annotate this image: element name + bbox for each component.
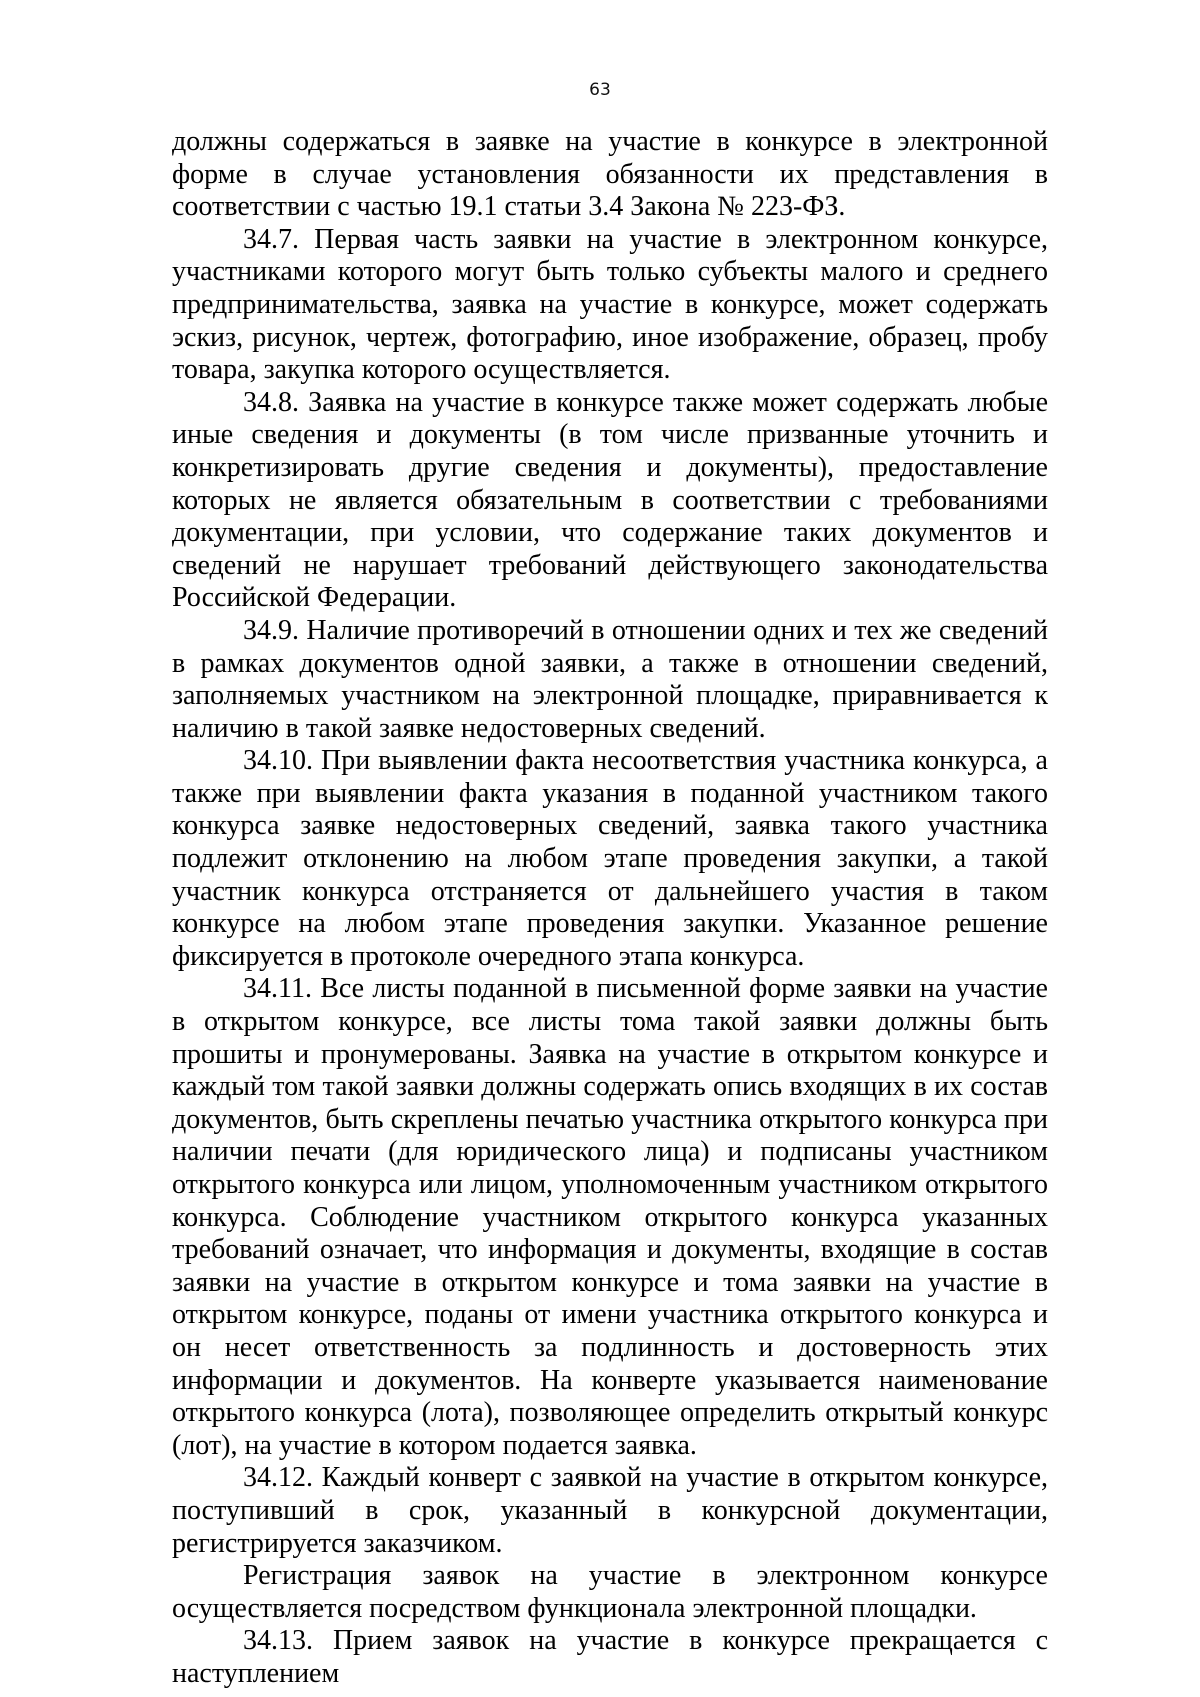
- paragraph-continuation: должны содержаться в заявке на участие в конкурсе в электронной форме в случае установления обязанности их представления в соответствии с частью 19.1 статьи 3.4 Закона № 223-ФЗ.: [172, 126, 1048, 223]
- paragraph-registration: Регистрация заявок на участие в электронном конкурсе осуществляется посредством функционала электронной площадки.: [172, 1560, 1048, 1624]
- paragraph-34-12: 34.12. Каждый конверт с заявкой на участие в открытом конкурсе, поступивший в срок, указанный в конкурсной документации, регистрируется заказчиком.: [172, 1462, 1048, 1559]
- paragraph-34-8: 34.8. Заявка на участие в конкурсе также может содержать любые иные сведения и документы (в том числе призванные уточнить и конкретизировать другие сведения и документы), предоставление которых не является обязательным в соответствии с требованиями документации, при условии, что содержание таких документов и сведений не нарушает требований действующего законодательства Российской Федерации.: [172, 386, 1048, 614]
- paragraph-34-9: 34.9. Наличие противоречий в отношении одних и тех же сведений в рамках документов одной заявки, а также в отношении сведений, заполняемых участником на электронной площадке, приравнивается к наличию в такой заявке недостоверных сведений.: [172, 614, 1048, 744]
- page-body: [172, 126, 1048, 1691]
- page-number: 63: [589, 80, 611, 100]
- paragraph-34-7: 34.7. Первая часть заявки на участие в электронном конкурсе, участниками которого могут быть только субъекты малого и среднего предпринимательства, заявка на участие в конкурсе, может содержать эскиз, рисунок, чертеж, фотографию, иное изображение, образец, пробу товара, закупка которого осуществляется.: [172, 223, 1048, 386]
- paragraph-34-10: 34.10. При выявлении факта несоответствия участника конкурса, а также при выявлении факта указания в поданной участником такого конкурса заявке недостоверных сведений, заявка такого участника подлежит отклонению на любом этапе проведения закупки, а такой участник конкурса отстраняется от дальнейшего участия в таком конкурсе на любом этапе проведения закупки. Указанное решение фиксируется в протоколе очередного этапа конкурса.: [172, 745, 1048, 972]
- paragraph-34-11: 34.11. Все листы поданной в письменной форме заявки на участие в открытом конкурсе, все листы тома такой заявки должны быть прошиты и пронумерованы. Заявка на участие в открытом конкурсе и каждый том такой заявки должны содержать опись входящих в их состав документов, быть скреплены печатью участника открытого конкурса при наличии печати (для юридического лица) и подписаны участником открытого конкурса или лицом, уполномоченным участником открытого конкурса. Соблюдение участником открытого конкурса указанных требований означает, что информация и документы, входящие в состав заявки на участие в открытом конкурсе и тома заявки на участие в открытом конкурсе, поданы от имени участника открытого конкурса и он несет ответственность за подлинность и достоверность этих информации и документов. На конверте указывается наименование открытого конкурса (лота), позволяющее определить открытый конкурс (лот), на участие в котором подается заявка.: [172, 973, 1048, 1461]
- paragraph-34-13: 34.13. Прием заявок на участие в конкурсе прекращается с наступлением: [172, 1625, 1048, 1689]
